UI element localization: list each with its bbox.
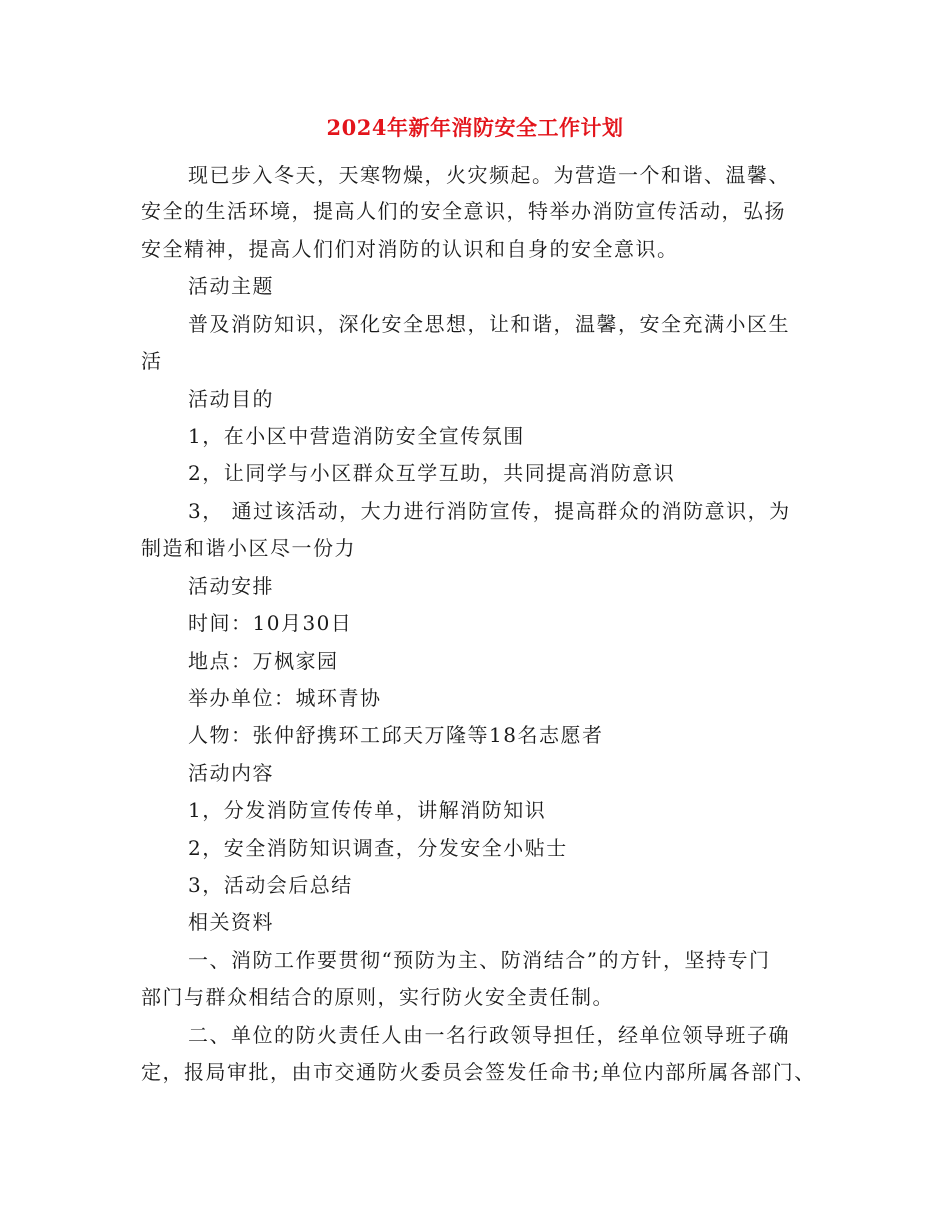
body-line: 地点：万枫家园 [188, 649, 339, 673]
body-line: 普及消防知识，深化安全思想，让和谐，温馨，安全充满小区生 [188, 312, 790, 336]
body-line: 二、单位的防火责任人由一名行政领导担任，经单位领导班子确 [188, 1023, 790, 1047]
body-line: 活动安排 [188, 574, 274, 598]
body-line: 相关资料 [188, 910, 274, 934]
body-line: 时间：10月30日 [188, 611, 353, 635]
body-line: 活动主题 [188, 274, 274, 298]
body-line: 现已步入冬天，天寒物燥，火灾频起。为营造一个和谐、温馨、 [188, 163, 790, 187]
body-line: 安全的生活环境，提高人们的安全意识，特举办消防宣传活动，弘扬 [141, 199, 786, 223]
body-line: 定，报局审批，由市交通防火委员会签发任命书;单位内部所属各部门、 [141, 1060, 816, 1084]
body-line: 一、消防工作要贯彻“预防为主、防消结合”的方针，坚持专门 [188, 948, 771, 972]
body-line: 活动内容 [188, 761, 274, 785]
body-line: 2，安全消防知识调查，分发安全小贴士 [188, 836, 568, 860]
body-line: 安全精神，提高人们们对消防的认识和自身的安全意识。 [141, 237, 679, 261]
body-line: 活 [141, 349, 163, 373]
body-line: 3，活动会后总结 [188, 873, 353, 897]
body-line: 3， 通过该活动，大力进行消防宣传，提高群众的消防意识，为 [188, 499, 791, 523]
body-line: 2，让同学与小区群众互学互助，共同提高消防意识 [188, 461, 676, 485]
body-line: 1，在小区中营造消防安全宣传氛围 [188, 424, 525, 448]
document-title: 2024年新年消防安全工作计划 [326, 115, 624, 140]
body-line: 部门与群众相结合的原则，实行防火安全责任制。 [141, 985, 614, 1009]
body-line: 1，分发消防宣传传单，讲解消防知识 [188, 798, 547, 822]
body-line: 举办单位：城环青协 [188, 686, 382, 710]
body-line: 制造和谐小区尽一份力 [141, 536, 356, 560]
body-line: 人物：张仲舒携环工邱天万隆等18名志愿者 [188, 723, 604, 747]
body-line: 活动目的 [188, 387, 274, 411]
